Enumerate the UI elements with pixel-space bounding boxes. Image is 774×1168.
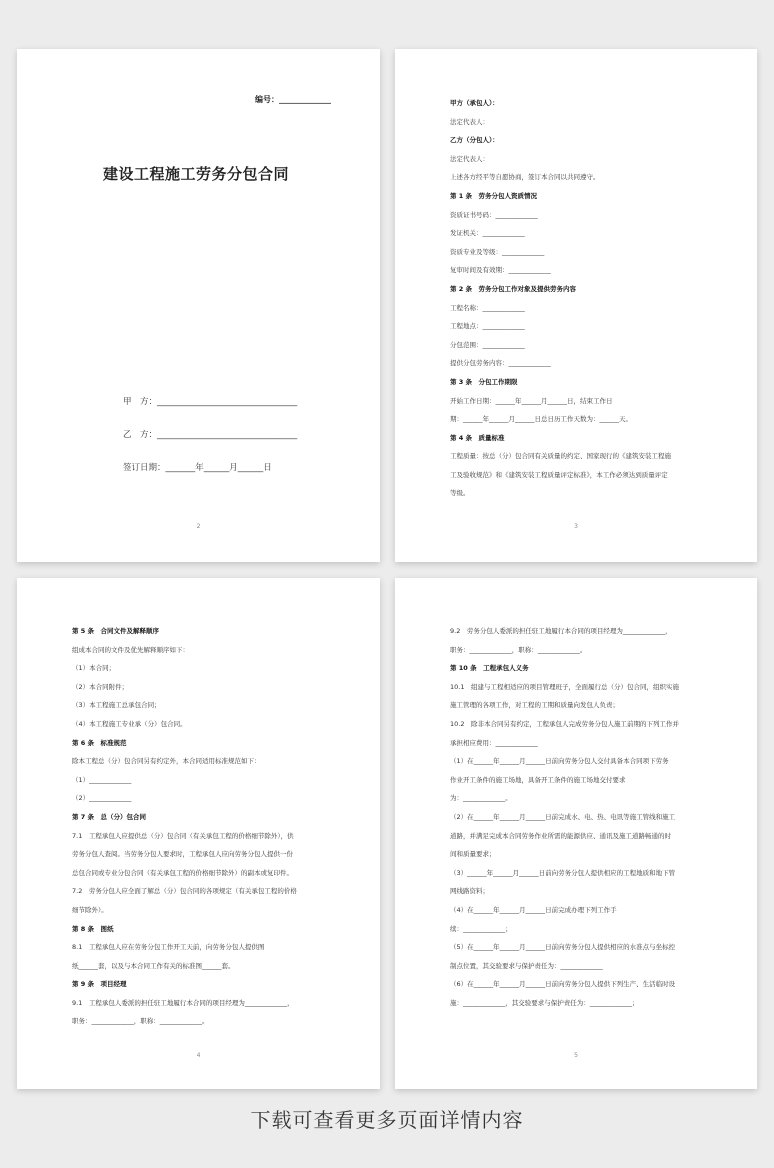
text-line: 7.2 劳务分包人应全面了解总（分）包合同的各项规定（有关承包工程的价格: [72, 887, 297, 896]
document-page-4: [17, 578, 380, 1089]
text-line: 分包范围：_____________: [450, 340, 525, 349]
text-line: 7.1 工程承包人应提供总（分）包合同（有关承包工程的价格细节除外），供: [72, 831, 294, 840]
text-line: 细节除外）。: [72, 905, 108, 914]
text-line: （2）在______年______月______日前完成水、电、热、电讯等施工管线和施工: [450, 812, 676, 821]
text-line: 上述各方经平等自愿协商，签订本合同以共同遵守。: [450, 173, 600, 182]
page-number: 4: [196, 1052, 201, 1059]
text-line: 期：______年______月______日总日历工作天数为：______天。: [450, 415, 632, 424]
text-line: 工及验收规范》和《建筑安装工程质量评定标准》，本工作必须达到质量评定: [450, 470, 668, 479]
text-line: 10.2 除非本合同另有约定，工程承包人完成劳务分包人施工前期的下列工作并: [450, 719, 679, 728]
page-body: [450, 94, 707, 503]
document-page-cover: [17, 49, 380, 562]
text-line: 劳务分包人查阅。当劳务分包人要求时，工程承包人应向劳务分包人提供一份: [72, 850, 293, 859]
text-line: 开始工作日期：______年______月______日，结束工作日: [450, 396, 613, 405]
text-line: （4）在______年______月______日前完成办理下列工作手: [450, 905, 617, 914]
text-line: 工程地点：_____________: [450, 322, 525, 331]
sign-date-line: 签订日期：_______年______月______日: [123, 463, 272, 473]
text-line: （1）本合同；: [72, 664, 116, 673]
text-line: 9.2 劳务分包人委派的担任驻工地履行本合同的项目经理为_____________，: [450, 627, 672, 635]
text-line: 等级。: [450, 489, 470, 498]
page-number: 5: [574, 1052, 578, 1059]
party-a-line: 甲 方：_________________________________: [123, 397, 298, 407]
page-body: [72, 622, 330, 1031]
text-line: 续：_____________；: [450, 924, 512, 933]
text-line: （2）_____________: [72, 794, 132, 803]
text-line: 法定代表人：: [450, 154, 489, 163]
text-line: 提供分包劳务内容：_____________: [450, 359, 551, 368]
text-line: （3）本工程施工总承包合同；: [72, 701, 161, 710]
text-line: 9.1 工程承包人委派的担任驻工地履行本合同的项目经理为_____________，: [72, 998, 294, 1007]
document-page-3: [395, 49, 757, 562]
section-heading: 第 2 条 劳务分包工作对象及提供劳务内容: [450, 284, 577, 293]
text-line: 法定代表人：: [450, 117, 489, 126]
text-line: 复审时间及有效期：_____________: [450, 266, 551, 275]
text-line: 为：_____________。: [450, 794, 512, 803]
text-line: 网线路资料；: [450, 887, 489, 896]
text-line: 工程质量：按总（分）包合同有关质量的约定、国家现行的《建筑安装工程施: [450, 452, 671, 461]
section-heading: 第 9 条 项目经理: [72, 980, 127, 989]
section-heading: 第 3 条 分包工作期限: [450, 377, 518, 386]
text-line: （6）在______年______月______日前向劳务分包人提供下列生产、生活临时设: [450, 980, 676, 989]
text-line: 组成本合同的文件及优先解释顺序如下：: [72, 645, 189, 654]
party-b-line: 乙 方：_________________________________: [123, 430, 298, 440]
page-body: [450, 622, 707, 1012]
download-caption: 下载可查看更多页面详情内容: [250, 1108, 524, 1132]
text-line: 工程名称：_____________: [450, 303, 525, 312]
section-heading: 第 5 条 合同文件及解释顺序: [72, 627, 160, 635]
text-line: 纸______套，以及与本合同工作有关的标准图______套。: [72, 961, 235, 970]
text-line: 资质专业及等级：_____________: [450, 247, 545, 256]
section-heading: 第 1 条 劳务分包人资质情况: [450, 191, 538, 200]
text-line: 作业开工条件的施工场地，具备开工条件的施工场地交付要求: [450, 775, 626, 784]
text-line: （3）______年______月______日前向劳务分包人提供相应的工程地质和地下管: [450, 868, 676, 877]
section-heading: 第 7 条 总（分）包合同: [72, 812, 147, 821]
text-line: 施工管理的各项工作，对工程的工期和质量向发包人负责；: [450, 701, 619, 710]
page-number: 2: [196, 523, 201, 530]
text-line: 职务：_____________，职称：_____________。: [72, 1017, 209, 1026]
text-line: 除本工程总（分）包合同另有约定外，本合同适用标准规范如下：: [72, 757, 261, 766]
text-line: 道路，并满足完成本合同劳务作业所需的能源供应、通讯及施工道路畅通的时: [450, 831, 671, 840]
text-line: （4）本工程施工专业承（分）包合同。: [72, 719, 187, 728]
section-heading: 甲方（承包人）：: [450, 99, 499, 107]
section-heading: 第 10 条 工程承包人义务: [450, 664, 529, 673]
text-line: （1）_____________: [72, 775, 132, 784]
text-line: 间和质量要求；: [450, 850, 496, 859]
section-heading: 乙方（分包人）：: [450, 136, 499, 145]
text-line: 10.1 组建与工程相适应的项目管理班子，全面履行总（分）包合同，组织实施: [450, 682, 679, 691]
text-line: 总包合同或专业分包合同（有关承包工程的价格细节除外）的副本或复印件。: [72, 868, 293, 877]
text-line: 8.1 工程承包人应在劳务分包工作开工天前，向劳务分包人提供图: [72, 943, 265, 952]
text-line: （2）本合同附件；: [72, 682, 129, 691]
text-line: 发证机关：_____________: [450, 229, 525, 238]
text-line: （1）在______年______月______日前向劳务分包人交付具备本合同项下劳务: [450, 757, 669, 766]
document-title: 建设工程施工劳务分包合同: [103, 165, 290, 183]
text-line: 施：_____________，其交验要求与保护责任为：_____________；: [450, 998, 639, 1007]
text-line: 职务：_____________，职称：_____________。: [450, 645, 587, 654]
section-heading: 第 8 条 图纸: [72, 924, 114, 933]
text-line: 资质证书号码：_____________: [450, 210, 538, 219]
page-number: 3: [574, 523, 578, 530]
text-line: （5）在______年______月______日前向劳务分包人提供相应的水准点与坐标控: [450, 943, 676, 952]
text-line: 制点位置，其交验要求与保护责任为：_____________: [450, 961, 603, 970]
contract-number-label: 编号：_____________: [255, 95, 331, 104]
section-heading: 第 6 条 标准规范: [72, 738, 127, 747]
document-page-5: [395, 578, 757, 1089]
section-heading: 第 4 条 质量标准: [450, 433, 505, 442]
text-line: 承担相应费用：_____________: [450, 738, 538, 747]
